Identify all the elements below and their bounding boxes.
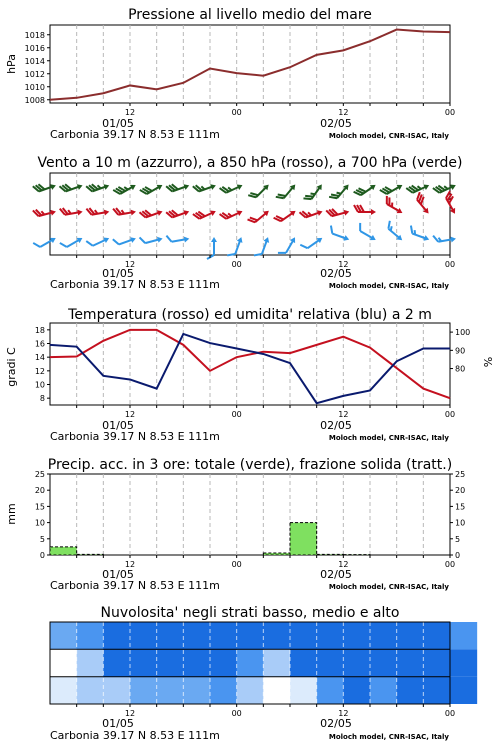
cloud-cell-alto-0 bbox=[50, 622, 77, 649]
pressure-ytick-label-0: 1008 bbox=[25, 96, 45, 105]
precip-ytick-label-2: 10 bbox=[35, 519, 45, 528]
cloud-cell-alto-15 bbox=[450, 622, 477, 649]
cloud-cell-medio-2 bbox=[103, 649, 130, 676]
cloud-cell-medio-12 bbox=[370, 649, 397, 676]
wind-hour-label-2: 12 bbox=[338, 260, 348, 269]
cloud-cell-alto-3 bbox=[130, 622, 157, 649]
humidity-y-ticks-right bbox=[450, 328, 470, 373]
pressure-source: Moloch model, CNR-ISAC, Italy bbox=[329, 132, 450, 140]
precip-ylabel: mm bbox=[5, 503, 18, 524]
precip-frame bbox=[50, 474, 450, 555]
precip-ytick-label-5: 25 bbox=[35, 470, 45, 479]
cloud-x-ticks bbox=[77, 704, 455, 718]
temp-hour-label-2: 12 bbox=[338, 410, 348, 419]
cloud-cells bbox=[50, 622, 477, 704]
pressure-ytick-label-1: 1010 bbox=[25, 83, 45, 92]
wind-hour-label-3: 00 bbox=[445, 260, 455, 269]
cloud-cell-basso-2 bbox=[103, 677, 130, 704]
precip-right-ytick-label-0: 0 bbox=[455, 551, 460, 560]
cloud-cell-basso-4 bbox=[157, 677, 184, 704]
temp-date-1: 01/05 bbox=[102, 419, 134, 432]
pressure-title: Pressione al livello medio del mare bbox=[128, 7, 372, 23]
cloud-cell-medio-4 bbox=[157, 649, 184, 676]
pressure-hour-label-0: 12 bbox=[125, 108, 135, 117]
cloud-cell-medio-11 bbox=[343, 649, 370, 676]
precip-right-ytick-label-4: 20 bbox=[455, 486, 465, 495]
humidity-ylabel: % bbox=[482, 357, 495, 367]
pressure-date-2: 02/05 bbox=[320, 117, 352, 130]
precip-ytick-label-0: 0 bbox=[40, 551, 45, 560]
precip-right-ytick-label-1: 5 bbox=[455, 535, 460, 544]
cloud-date-1: 01/05 bbox=[102, 717, 134, 730]
wind-frame bbox=[50, 173, 450, 255]
cloud-cell-alto-9 bbox=[290, 622, 317, 649]
cloud-hour-label-1: 00 bbox=[232, 709, 242, 718]
precip-hour-label-0: 12 bbox=[125, 560, 135, 569]
cloud-cell-medio-0 bbox=[50, 649, 77, 676]
cloud-hour-label-2: 12 bbox=[338, 709, 348, 718]
pressure-date-1: 01/05 bbox=[102, 117, 134, 130]
cloud-cell-medio-7 bbox=[237, 649, 264, 676]
temp-ytick-label-0: 8 bbox=[40, 394, 45, 403]
temp-title: Temperatura (rosso) ed umidita' relativa (blu) a 2 m bbox=[67, 307, 432, 323]
pressure-ytick-label-4: 1016 bbox=[25, 44, 45, 53]
precip-bar-10 bbox=[317, 554, 344, 555]
precip-hour-label-2: 12 bbox=[338, 560, 348, 569]
temp-station-info: Carbonia 39.17 N 8.53 E 111m bbox=[50, 430, 220, 443]
precip-bar-0 bbox=[50, 547, 77, 555]
precip-source: Moloch model, CNR-ISAC, Italy bbox=[329, 583, 450, 591]
precip-x-ticks bbox=[77, 555, 455, 569]
cloud-cell-medio-5 bbox=[183, 649, 210, 676]
pressure-hour-label-2: 12 bbox=[338, 108, 348, 117]
pressure-panel bbox=[5, 7, 455, 141]
pressure-hour-label-1: 00 bbox=[232, 108, 242, 117]
cloud-cell-medio-14 bbox=[423, 649, 450, 676]
precip-panel bbox=[5, 457, 465, 592]
temp-source: Moloch model, CNR-ISAC, Italy bbox=[329, 434, 450, 442]
cloud-cell-basso-13 bbox=[397, 677, 424, 704]
wind-hour-label-1: 00 bbox=[232, 260, 242, 269]
cloud-cell-basso-6 bbox=[210, 677, 237, 704]
cloud-cell-medio-9 bbox=[290, 649, 317, 676]
cloud-cell-basso-8 bbox=[263, 677, 290, 704]
cloud-hour-label-0: 12 bbox=[125, 709, 135, 718]
precip-hour-label-1: 00 bbox=[232, 560, 242, 569]
humidity-ytick-label-2: 100 bbox=[455, 328, 470, 337]
pressure-ytick-label-5: 1018 bbox=[25, 31, 45, 40]
precip-bar-1 bbox=[77, 554, 104, 555]
precip-ytick-label-1: 5 bbox=[40, 535, 45, 544]
cloud-cell-alto-10 bbox=[317, 622, 344, 649]
pressure-ytick-label-3: 1014 bbox=[25, 57, 45, 66]
cloud-cell-basso-5 bbox=[183, 677, 210, 704]
cloud-cell-basso-0 bbox=[50, 677, 77, 704]
temp-hour-label-0: 12 bbox=[125, 410, 135, 419]
precip-right-ytick-label-3: 15 bbox=[455, 502, 465, 511]
precip-bar-9 bbox=[290, 523, 317, 555]
pressure-x-ticks bbox=[77, 103, 455, 117]
cloud-cell-basso-7 bbox=[237, 677, 264, 704]
pressure-y-ticks bbox=[25, 31, 50, 105]
cloud-cell-basso-12 bbox=[370, 677, 397, 704]
cloud-date-2: 02/05 bbox=[320, 717, 352, 730]
wind-hour-label-0: 12 bbox=[125, 260, 135, 269]
pressure-hour-label-3: 00 bbox=[445, 108, 455, 117]
precip-right-ytick-label-2: 10 bbox=[455, 519, 465, 528]
cloud-source: Moloch model, CNR-ISAC, Italy bbox=[329, 733, 450, 741]
pressure-ytick-label-2: 1012 bbox=[25, 70, 45, 79]
cloud-cell-alto-1 bbox=[77, 622, 104, 649]
pressure-ylabel: hPa bbox=[5, 54, 18, 74]
humidity-ytick-label-0: 80 bbox=[455, 365, 465, 374]
humidity-ytick-label-1: 90 bbox=[455, 346, 465, 355]
wind-panel bbox=[33, 155, 463, 291]
cloud-title: Nuvolosita' negli strati basso, medio e alto bbox=[101, 605, 400, 621]
cloud-cell-medio-6 bbox=[210, 649, 237, 676]
cloud-hour-label-3: 00 bbox=[445, 709, 455, 718]
precip-right-ytick-label-5: 25 bbox=[455, 470, 465, 479]
cloud-cell-medio-8 bbox=[263, 649, 290, 676]
cloud-cell-medio-15 bbox=[450, 649, 477, 676]
cloud-cell-basso-15 bbox=[450, 677, 477, 704]
cloud-cell-basso-1 bbox=[77, 677, 104, 704]
cloud-cell-alto-6 bbox=[210, 622, 237, 649]
precip-title: Precip. acc. in 3 ore: totale (verde), frazione solida (tratt.) bbox=[48, 457, 452, 473]
wind-title: Vento a 10 m (azzurro), a 850 hPa (rosso), a 700 hPa (verde) bbox=[37, 155, 462, 171]
precip-ytick-label-3: 15 bbox=[35, 502, 45, 511]
cloud-station-info: Carbonia 39.17 N 8.53 E 111m bbox=[50, 729, 220, 742]
precip-hour-label-3: 00 bbox=[445, 560, 455, 569]
cloud-panel bbox=[50, 605, 477, 742]
precip-y-ticks-right bbox=[450, 470, 465, 560]
cloud-cell-alto-8 bbox=[263, 622, 290, 649]
cloud-cell-alto-4 bbox=[157, 622, 184, 649]
precip-date-1: 01/05 bbox=[102, 568, 134, 581]
cloud-cell-alto-12 bbox=[370, 622, 397, 649]
precip-station-info: Carbonia 39.17 N 8.53 E 111m bbox=[50, 579, 220, 592]
temp-ytick-label-1: 10 bbox=[35, 381, 45, 390]
cloud-cell-basso-9 bbox=[290, 677, 317, 704]
cloud-cell-alto-11 bbox=[343, 622, 370, 649]
temp-panel bbox=[5, 307, 495, 443]
temp-ytick-label-2: 12 bbox=[35, 367, 45, 376]
cloud-cell-medio-1 bbox=[77, 649, 104, 676]
temp-ylabel: gradi C bbox=[5, 347, 18, 387]
temp-x-ticks bbox=[77, 405, 455, 419]
precip-y-ticks-left bbox=[35, 470, 50, 560]
cloud-cell-basso-3 bbox=[130, 677, 157, 704]
cloud-cell-medio-3 bbox=[130, 649, 157, 676]
wind-date-1: 01/05 bbox=[102, 267, 134, 280]
precip-bar-8 bbox=[263, 553, 290, 555]
temp-ytick-label-3: 14 bbox=[35, 353, 45, 362]
cloud-cell-basso-11 bbox=[343, 677, 370, 704]
cloud-cell-alto-13 bbox=[397, 622, 424, 649]
precip-date-2: 02/05 bbox=[320, 568, 352, 581]
cloud-cell-basso-10 bbox=[317, 677, 344, 704]
temp-hour-label-3: 00 bbox=[445, 410, 455, 419]
wind-station-info: Carbonia 39.17 N 8.53 E 111m bbox=[50, 278, 220, 291]
cloud-cell-alto-5 bbox=[183, 622, 210, 649]
temp-ytick-label-5: 18 bbox=[35, 326, 45, 335]
cloud-cell-alto-14 bbox=[423, 622, 450, 649]
cloud-cell-basso-14 bbox=[423, 677, 450, 704]
temp-date-2: 02/05 bbox=[320, 419, 352, 432]
cloud-cell-alto-7 bbox=[237, 622, 264, 649]
cloud-cell-medio-13 bbox=[397, 649, 424, 676]
precip-ytick-label-4: 20 bbox=[35, 486, 45, 495]
temp-ytick-label-4: 16 bbox=[35, 340, 45, 349]
cloud-cell-alto-2 bbox=[103, 622, 130, 649]
temp-y-ticks-left bbox=[35, 326, 50, 403]
temp-hour-label-1: 00 bbox=[232, 410, 242, 419]
pressure-station-info: Carbonia 39.17 N 8.53 E 111m bbox=[50, 128, 220, 141]
wind-source: Moloch model, CNR-ISAC, Italy bbox=[329, 282, 450, 290]
cloud-cell-medio-10 bbox=[317, 649, 344, 676]
wind-date-2: 02/05 bbox=[320, 267, 352, 280]
